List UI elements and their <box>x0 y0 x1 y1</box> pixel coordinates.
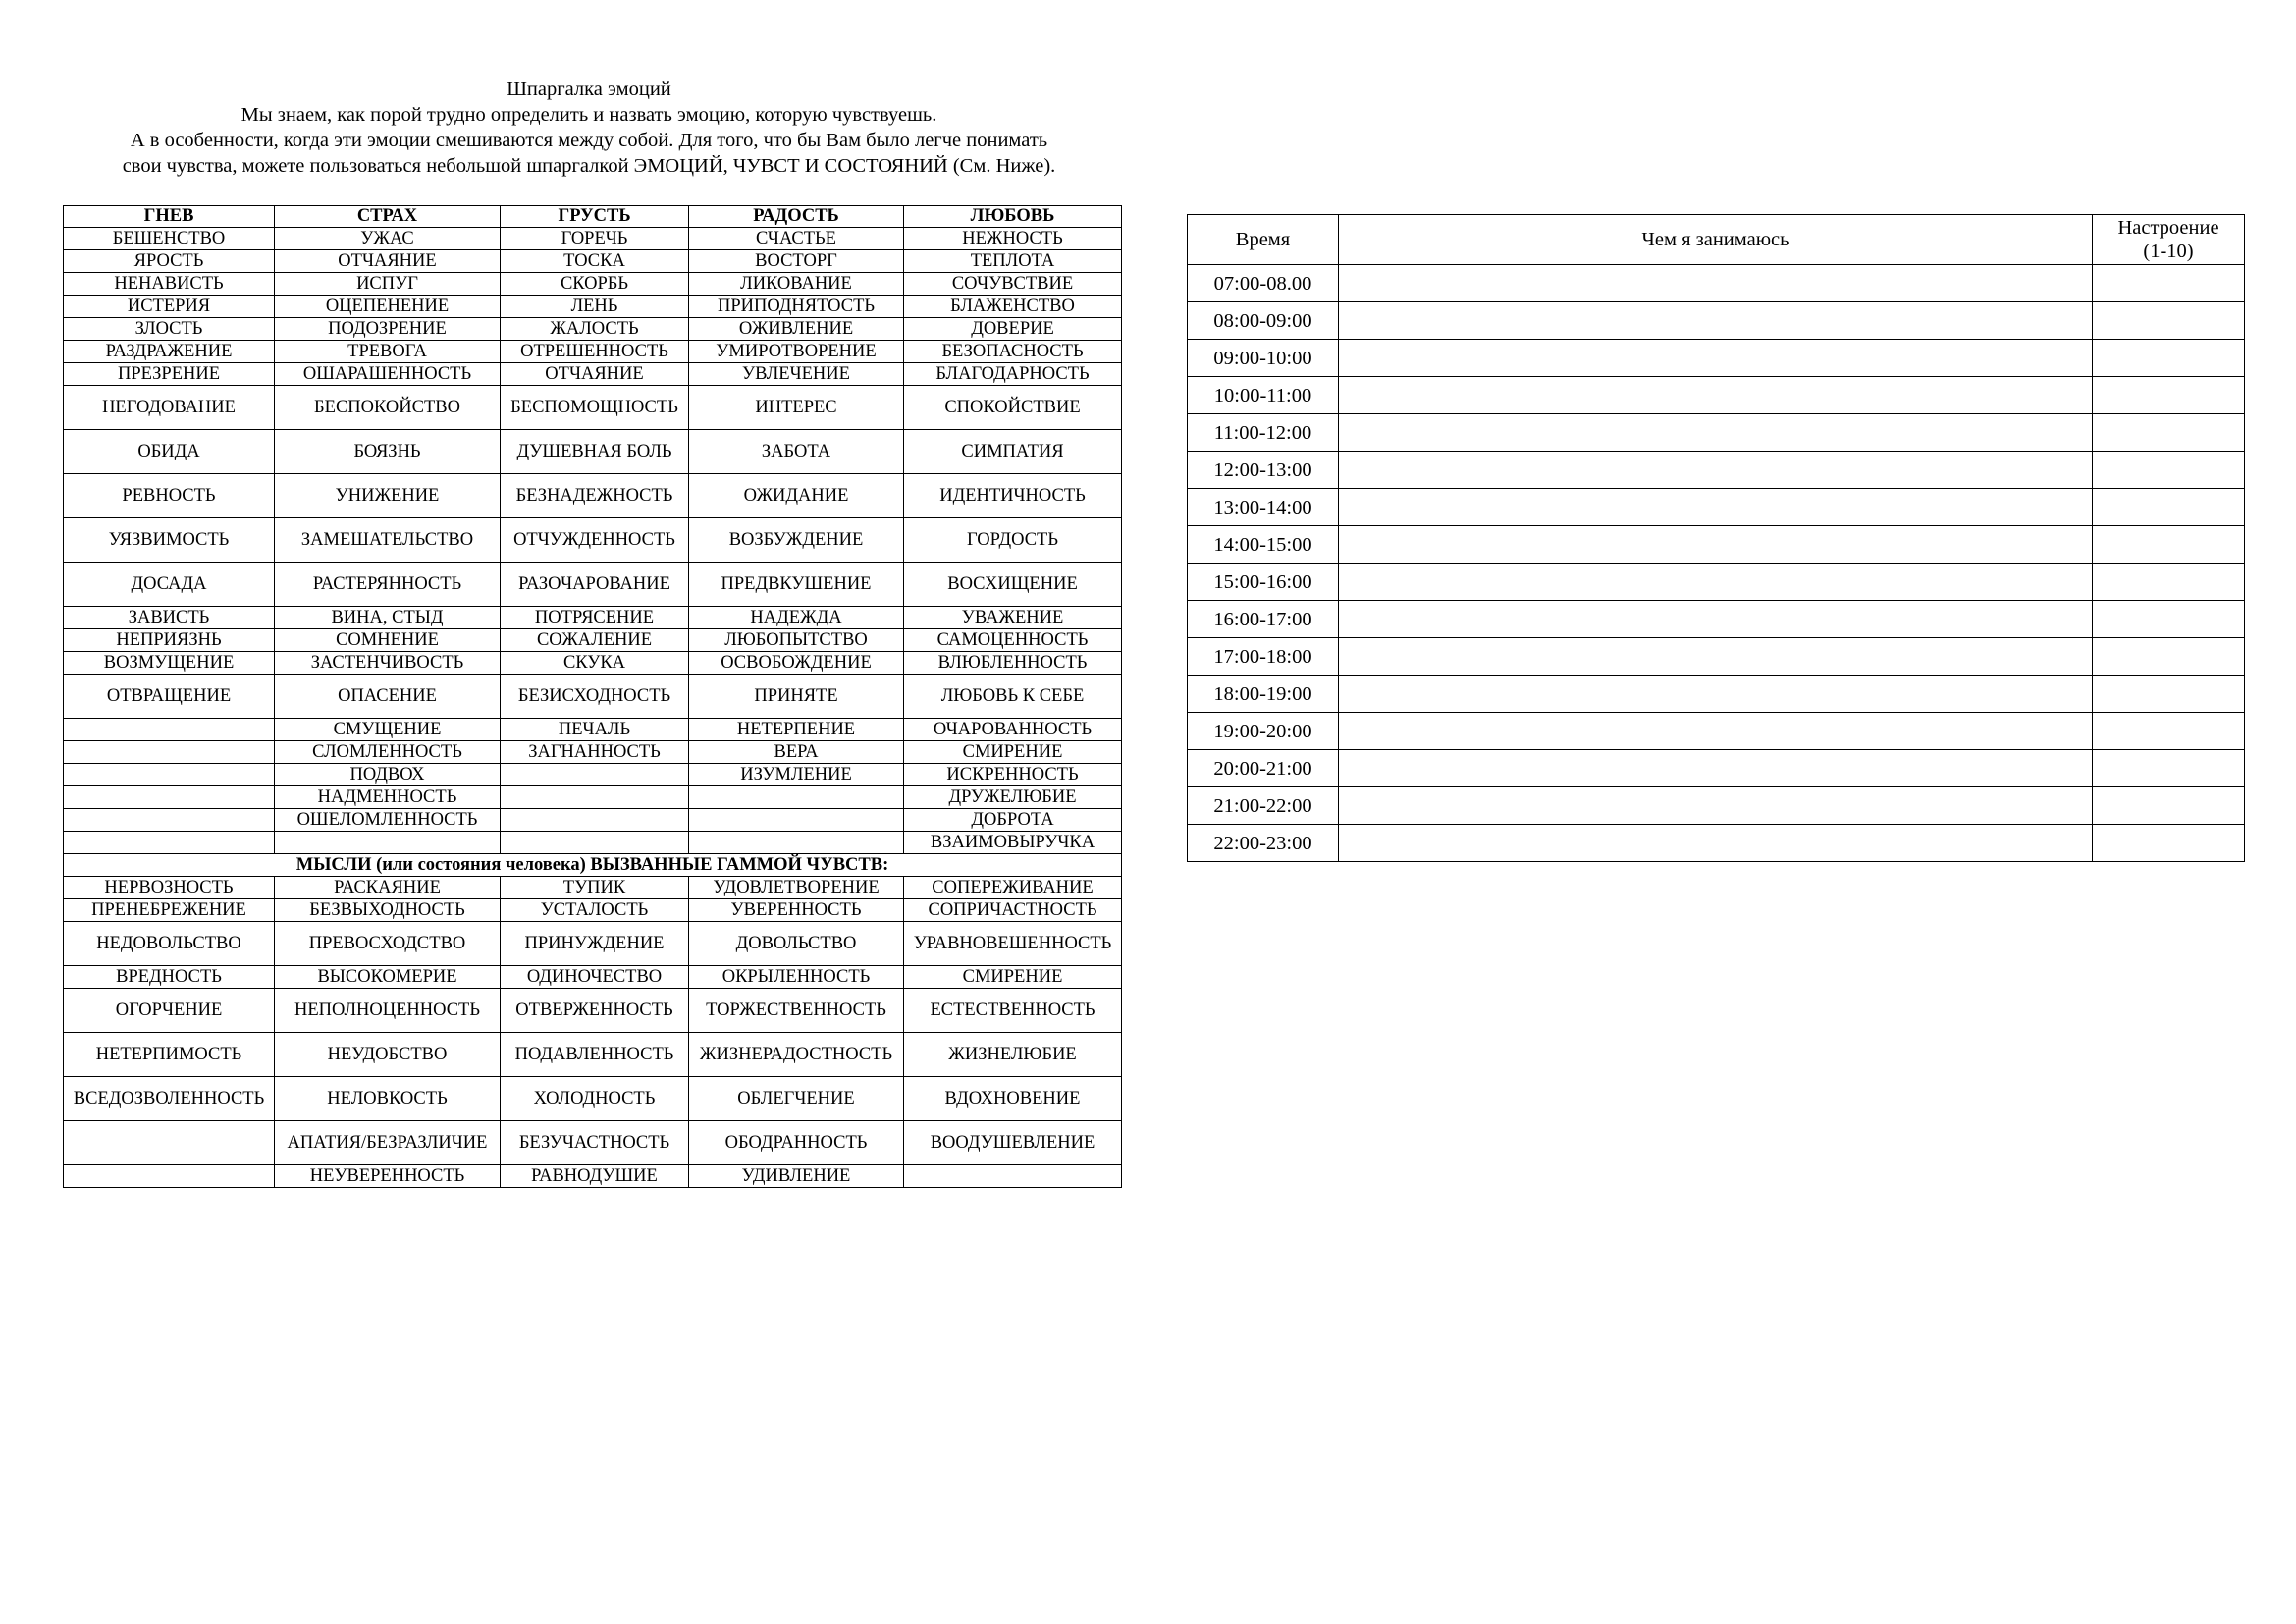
mood-cell[interactable] <box>2093 489 2245 526</box>
table-cell <box>64 719 275 741</box>
table-cell: РАЗДРАЖЕНИЕ <box>64 341 275 363</box>
planner-row <box>1188 340 2245 377</box>
table-cell: ДОВЕРИЕ <box>904 318 1122 341</box>
activity-cell[interactable] <box>1339 452 2093 489</box>
mood-cell[interactable] <box>2093 713 2245 750</box>
table-cell: ОТВЕРЖЕННОСТЬ <box>501 989 689 1033</box>
table-cell <box>501 764 689 786</box>
activity-cell[interactable] <box>1339 302 2093 340</box>
thought-row <box>64 1165 1122 1188</box>
mood-cell[interactable] <box>2093 638 2245 676</box>
table-cell <box>64 764 275 786</box>
table-cell: ПРИНУЖДЕНИЕ <box>501 922 689 966</box>
header-joy: РАДОСТЬ <box>689 206 904 228</box>
activity-cell[interactable] <box>1339 526 2093 564</box>
table-cell: УВАЖЕНИЕ <box>904 607 1122 629</box>
table-cell: НЕГОДОВАНИЕ <box>64 386 275 430</box>
time-slot: 21:00-22:00 <box>1188 787 1339 825</box>
thought-row <box>64 966 1122 989</box>
sheet-title: Шпаргалка эмоций <box>507 79 671 100</box>
table-cell: ОДИНОЧЕСТВО <box>501 966 689 989</box>
table-cell: ПОДОЗРЕНИЕ <box>275 318 501 341</box>
table-cell <box>904 1165 1122 1188</box>
table-cell: ВОСХИЩЕНИЕ <box>904 563 1122 607</box>
mood-cell[interactable] <box>2093 825 2245 862</box>
table-cell: ОШЕЛОМЛЕННОСТЬ <box>275 809 501 832</box>
emotion-row <box>64 764 1122 786</box>
table-cell: БЕСПОМОЩНОСТЬ <box>501 386 689 430</box>
table-cell: БЕЗУЧАСТНОСТЬ <box>501 1121 689 1165</box>
mood-cell[interactable] <box>2093 265 2245 302</box>
table-cell: НЕТЕРПЕНИЕ <box>689 719 904 741</box>
mood-cell[interactable] <box>2093 526 2245 564</box>
table-cell: УСТАЛОСТЬ <box>501 899 689 922</box>
table-cell: СПОКОЙСТВИЕ <box>904 386 1122 430</box>
table-cell <box>689 832 904 854</box>
activity-cell[interactable] <box>1339 340 2093 377</box>
thought-row <box>64 899 1122 922</box>
table-cell: РЕВНОСТЬ <box>64 474 275 518</box>
table-cell: ДОВОЛЬСТВО <box>689 922 904 966</box>
planner-row <box>1188 601 2245 638</box>
table-cell: ОТВРАЩЕНИЕ <box>64 675 275 719</box>
table-cell <box>64 809 275 832</box>
table-cell: УЯЗВИМОСТЬ <box>64 518 275 563</box>
emotion-row <box>64 228 1122 250</box>
table-cell: УВЛЕЧЕНИЕ <box>689 363 904 386</box>
table-cell: ВОСТОРГ <box>689 250 904 273</box>
header-mood-label: Настроение <box>2117 217 2219 239</box>
planner-row <box>1188 787 2245 825</box>
table-cell: ДОСАДА <box>64 563 275 607</box>
table-cell: ПОДВОХ <box>275 764 501 786</box>
table-cell: НЕЛОВКОСТЬ <box>275 1077 501 1121</box>
table-cell: ПРЕВОСХОДСТВО <box>275 922 501 966</box>
planner-row <box>1188 526 2245 564</box>
table-cell <box>64 1121 275 1165</box>
table-cell: ВОЗМУЩЕНИЕ <box>64 652 275 675</box>
activity-cell[interactable] <box>1339 601 2093 638</box>
planner-row <box>1188 750 2245 787</box>
table-cell: ЖИЗНЕРАДОСТНОСТЬ <box>689 1033 904 1077</box>
table-cell: ЛЮБОВЬ К СЕБЕ <box>904 675 1122 719</box>
table-cell: ОБЛЕГЧЕНИЕ <box>689 1077 904 1121</box>
activity-cell[interactable] <box>1339 414 2093 452</box>
table-cell: ЯРОСТЬ <box>64 250 275 273</box>
emotion-row <box>64 341 1122 363</box>
table-cell: ЗАСТЕНЧИВОСТЬ <box>275 652 501 675</box>
table-cell: ВЗАИМОВЫРУЧКА <box>904 832 1122 854</box>
table-cell: СМУЩЕНИЕ <box>275 719 501 741</box>
table-cell: БОЯЗНЬ <box>275 430 501 474</box>
table-cell: ТРЕВОГА <box>275 341 501 363</box>
time-slot: 13:00-14:00 <box>1188 489 1339 526</box>
emotion-row <box>64 474 1122 518</box>
emotion-row <box>64 675 1122 719</box>
table-cell: ИНТЕРЕС <box>689 386 904 430</box>
activity-cell[interactable] <box>1339 676 2093 713</box>
mood-cell[interactable] <box>2093 452 2245 489</box>
table-cell: СМИРЕНИЕ <box>904 966 1122 989</box>
table-cell <box>501 809 689 832</box>
table-cell <box>689 809 904 832</box>
planner-row <box>1188 564 2245 601</box>
time-slot: 09:00-10:00 <box>1188 340 1339 377</box>
table-cell: ОКРЫЛЕННОСТЬ <box>689 966 904 989</box>
table-cell: БЕШЕНСТВО <box>64 228 275 250</box>
header-love: ЛЮБОВЬ <box>904 206 1122 228</box>
activity-cell[interactable] <box>1339 713 2093 750</box>
table-cell: БЛАЖЕНСТВО <box>904 296 1122 318</box>
activity-cell[interactable] <box>1339 825 2093 862</box>
time-slot: 16:00-17:00 <box>1188 601 1339 638</box>
emotion-row <box>64 430 1122 474</box>
planner-row <box>1188 452 2245 489</box>
table-cell: ИСПУГ <box>275 273 501 296</box>
emotion-row <box>64 832 1122 854</box>
activity-cell[interactable] <box>1339 787 2093 825</box>
table-cell: ИСТЕРИЯ <box>64 296 275 318</box>
table-cell: ПРИНЯТЕ <box>689 675 904 719</box>
table-cell: СОЧУВСТВИЕ <box>904 273 1122 296</box>
table-cell: РАСТЕРЯННОСТЬ <box>275 563 501 607</box>
table-cell: БЕЗОПАСНОСТЬ <box>904 341 1122 363</box>
emotion-row <box>64 652 1122 675</box>
table-cell: ДРУЖЕЛЮБИЕ <box>904 786 1122 809</box>
table-cell: ВООДУШЕВЛЕНИЕ <box>904 1121 1122 1165</box>
table-cell: НЕЖНОСТЬ <box>904 228 1122 250</box>
table-cell: ОТЧУЖДЕННОСТЬ <box>501 518 689 563</box>
table-cell: РАСКАЯНИЕ <box>275 877 501 899</box>
header-anger: ГНЕВ <box>64 206 275 228</box>
header-mood <box>2093 215 2245 265</box>
thought-row <box>64 1077 1122 1121</box>
table-cell: НЕПОЛНОЦЕННОСТЬ <box>275 989 501 1033</box>
table-cell: БЕЗНАДЕЖНОСТЬ <box>501 474 689 518</box>
planner-row <box>1188 713 2245 750</box>
activity-cell[interactable] <box>1339 489 2093 526</box>
time-slot: 18:00-19:00 <box>1188 676 1339 713</box>
table-cell: ВЕРА <box>689 741 904 764</box>
activity-cell[interactable] <box>1339 750 2093 787</box>
table-cell: ОГОРЧЕНИЕ <box>64 989 275 1033</box>
table-cell: ВСЕДОЗВОЛЕННОСТЬ <box>64 1077 275 1121</box>
table-cell: ПРЕНЕБРЕЖЕНИЕ <box>64 899 275 922</box>
mood-cell[interactable] <box>2093 676 2245 713</box>
table-cell: НЕТЕРПИМОСТЬ <box>64 1033 275 1077</box>
table-cell: ГОРЕЧЬ <box>501 228 689 250</box>
table-cell: ОПАСЕНИЕ <box>275 675 501 719</box>
table-cell: ОБОДРАННОСТЬ <box>689 1121 904 1165</box>
header-mood-scale: (1-10) <box>2143 241 2194 262</box>
table-cell: ЗАБОТА <box>689 430 904 474</box>
table-cell: ОЖИВЛЕНИЕ <box>689 318 904 341</box>
planner-row <box>1188 676 2245 713</box>
table-cell: СМИРЕНИЕ <box>904 741 1122 764</box>
time-slot: 07:00-08.00 <box>1188 265 1339 302</box>
time-slot: 12:00-13:00 <box>1188 452 1339 489</box>
thought-row <box>64 877 1122 899</box>
table-cell: СОПРИЧАСТНОСТЬ <box>904 899 1122 922</box>
section-title-row <box>64 854 1122 877</box>
table-cell: ОТЧАЯНИЕ <box>275 250 501 273</box>
table-cell: БЕЗВЫХОДНОСТЬ <box>275 899 501 922</box>
activity-cell[interactable] <box>1339 377 2093 414</box>
table-cell: РАЗОЧАРОВАНИЕ <box>501 563 689 607</box>
time-slot: 22:00-23:00 <box>1188 825 1339 862</box>
emotion-row <box>64 719 1122 741</box>
activity-cell[interactable] <box>1339 564 2093 601</box>
emotion-row <box>64 518 1122 563</box>
planner-row <box>1188 489 2245 526</box>
emotion-row <box>64 607 1122 629</box>
table-cell: ЗАГНАННОСТЬ <box>501 741 689 764</box>
time-slot: 17:00-18:00 <box>1188 638 1339 676</box>
table-cell: УВЕРЕННОСТЬ <box>689 899 904 922</box>
table-cell: ТОРЖЕСТВЕННОСТЬ <box>689 989 904 1033</box>
table-cell: СЛОМЛЕННОСТЬ <box>275 741 501 764</box>
emotions-table <box>63 205 1122 1188</box>
table-cell: БЕЗИСХОДНОСТЬ <box>501 675 689 719</box>
table-cell: ОЖИДАНИЕ <box>689 474 904 518</box>
table-cell <box>275 832 501 854</box>
thought-row <box>64 1033 1122 1077</box>
emotion-row <box>64 363 1122 386</box>
table-cell <box>64 741 275 764</box>
table-cell <box>64 786 275 809</box>
table-cell: НЕРВОЗНОСТЬ <box>64 877 275 899</box>
planner-row <box>1188 377 2245 414</box>
mood-cell[interactable] <box>2093 340 2245 377</box>
table-cell: ОЧАРОВАННОСТЬ <box>904 719 1122 741</box>
table-cell: АПАТИЯ/БЕЗРАЗЛИЧИЕ <box>275 1121 501 1165</box>
table-cell <box>501 786 689 809</box>
table-cell: ЗАВИСТЬ <box>64 607 275 629</box>
table-cell: БЕСПОКОЙСТВО <box>275 386 501 430</box>
table-cell: НЕДОВОЛЬСТВО <box>64 922 275 966</box>
header-activity: Чем я занимаюсь <box>1339 215 2093 265</box>
table-cell: ДОБРОТА <box>904 809 1122 832</box>
table-cell: СКОРБЬ <box>501 273 689 296</box>
emotion-row <box>64 296 1122 318</box>
table-cell: СОЖАЛЕНИЕ <box>501 629 689 652</box>
table-cell <box>501 832 689 854</box>
table-cell: НЕПРИЯЗНЬ <box>64 629 275 652</box>
planner-row <box>1188 825 2245 862</box>
thought-row <box>64 922 1122 966</box>
table-cell <box>64 1165 275 1188</box>
table-cell: УДОВЛЕТВОРЕНИЕ <box>689 877 904 899</box>
mood-cell[interactable] <box>2093 750 2245 787</box>
time-slot: 19:00-20:00 <box>1188 713 1339 750</box>
table-cell: УМИРОТВОРЕНИЕ <box>689 341 904 363</box>
header-time: Время <box>1188 215 1339 265</box>
table-cell: РАВНОДУШИЕ <box>501 1165 689 1188</box>
table-cell: ВЛЮБЛЕННОСТЬ <box>904 652 1122 675</box>
emotion-row <box>64 273 1122 296</box>
table-cell: УНИЖЕНИЕ <box>275 474 501 518</box>
table-cell: ЗАМЕШАТЕЛЬСТВО <box>275 518 501 563</box>
emotion-row <box>64 809 1122 832</box>
table-cell: НАДМЕННОСТЬ <box>275 786 501 809</box>
planner-row <box>1188 265 2245 302</box>
time-slot: 10:00-11:00 <box>1188 377 1339 414</box>
table-cell: НЕУДОБСТВО <box>275 1033 501 1077</box>
header-fear: СТРАХ <box>275 206 501 228</box>
table-cell: ОСВОБОЖДЕНИЕ <box>689 652 904 675</box>
table-cell: НЕУВЕРЕННОСТЬ <box>275 1165 501 1188</box>
intro-line-3: свои чувства, можете пользоваться небольшой шпаргалкой ЭМОЦИЙ, ЧУВСТ И СОСТОЯНИЙ (См. Ниже). <box>122 155 1056 177</box>
table-cell: УЖАС <box>275 228 501 250</box>
table-cell: УРАВНОВЕШЕННОСТЬ <box>904 922 1122 966</box>
emotion-row <box>64 741 1122 764</box>
table-cell: САМОЦЕННОСТЬ <box>904 629 1122 652</box>
table-cell: ВДОХНОВЕНИЕ <box>904 1077 1122 1121</box>
table-cell: ОЦЕПЕНЕНИЕ <box>275 296 501 318</box>
section-title: МЫСЛИ (или состояния человека) ВЫЗВАННЫЕ ГАММОЙ ЧУВСТВ: <box>64 854 1122 877</box>
table-cell: ВОЗБУЖДЕНИЕ <box>689 518 904 563</box>
table-cell: ЕСТЕСТВЕННОСТЬ <box>904 989 1122 1033</box>
mood-cell[interactable] <box>2093 787 2245 825</box>
mood-cell[interactable] <box>2093 601 2245 638</box>
time-slot: 20:00-21:00 <box>1188 750 1339 787</box>
table-cell: СОМНЕНИЕ <box>275 629 501 652</box>
thought-row <box>64 1121 1122 1165</box>
table-cell: ОБИДА <box>64 430 275 474</box>
time-slot: 08:00-09:00 <box>1188 302 1339 340</box>
table-cell: ГОРДОСТЬ <box>904 518 1122 563</box>
mood-planner-table <box>1187 214 2245 862</box>
table-cell: ЛИКОВАНИЕ <box>689 273 904 296</box>
table-cell: ПРЕДВКУШЕНИЕ <box>689 563 904 607</box>
table-cell: ТУПИК <box>501 877 689 899</box>
table-cell: ОТЧАЯНИЕ <box>501 363 689 386</box>
table-cell: НЕНАВИСТЬ <box>64 273 275 296</box>
emotions-header-row <box>64 206 1122 228</box>
mood-cell[interactable] <box>2093 377 2245 414</box>
table-cell: ТОСКА <box>501 250 689 273</box>
table-cell: СОПЕРЕЖИВАНИЕ <box>904 877 1122 899</box>
activity-cell[interactable] <box>1339 265 2093 302</box>
table-cell: ВРЕДНОСТЬ <box>64 966 275 989</box>
table-cell: ТЕПЛОТА <box>904 250 1122 273</box>
table-cell: ЗЛОСТЬ <box>64 318 275 341</box>
table-cell: ДУШЕВНАЯ БОЛЬ <box>501 430 689 474</box>
planner-row <box>1188 414 2245 452</box>
intro-line-1: Мы знаем, как порой трудно определить и назвать эмоцию, которую чувствуешь. <box>240 104 937 126</box>
table-cell: УДИВЛЕНИЕ <box>689 1165 904 1188</box>
table-cell: ЛЕНЬ <box>501 296 689 318</box>
table-cell: ВИНА, СТЫД <box>275 607 501 629</box>
table-cell: ПРЕЗРЕНИЕ <box>64 363 275 386</box>
table-cell: ПРИПОДНЯТОСТЬ <box>689 296 904 318</box>
intro-text <box>59 77 1119 179</box>
header-sadness: ГРУСТЬ <box>501 206 689 228</box>
table-cell: ЖИЗНЕЛЮБИЕ <box>904 1033 1122 1077</box>
table-cell: СКУКА <box>501 652 689 675</box>
table-cell: ИСКРЕННОСТЬ <box>904 764 1122 786</box>
table-cell: СЧАСТЬЕ <box>689 228 904 250</box>
emotion-row <box>64 629 1122 652</box>
table-cell: ХОЛОДНОСТЬ <box>501 1077 689 1121</box>
table-cell: ОШАРАШЕННОСТЬ <box>275 363 501 386</box>
table-cell: СИМПАТИЯ <box>904 430 1122 474</box>
table-cell: ВЫСОКОМЕРИЕ <box>275 966 501 989</box>
table-cell <box>64 832 275 854</box>
emotion-row <box>64 386 1122 430</box>
emotion-row <box>64 563 1122 607</box>
table-cell: НАДЕЖДА <box>689 607 904 629</box>
time-slot: 15:00-16:00 <box>1188 564 1339 601</box>
table-cell: БЛАГОДАРНОСТЬ <box>904 363 1122 386</box>
mood-cell[interactable] <box>2093 414 2245 452</box>
planner-header-row <box>1188 215 2245 265</box>
table-cell: ЛЮБОПЫТСТВО <box>689 629 904 652</box>
table-cell: ПЕЧАЛЬ <box>501 719 689 741</box>
emotion-row <box>64 786 1122 809</box>
intro-line-2: А в особенности, когда эти эмоции смешиваются между собой. Для того, что бы Вам было легче понимать <box>130 130 1048 151</box>
time-slot: 14:00-15:00 <box>1188 526 1339 564</box>
time-slot: 11:00-12:00 <box>1188 414 1339 452</box>
planner-row <box>1188 302 2245 340</box>
thought-row <box>64 989 1122 1033</box>
table-cell: ПОТРЯСЕНИЕ <box>501 607 689 629</box>
emotion-row <box>64 318 1122 341</box>
table-cell: ЖАЛОСТЬ <box>501 318 689 341</box>
emotion-row <box>64 250 1122 273</box>
planner-row <box>1188 638 2245 676</box>
table-cell <box>689 786 904 809</box>
mood-cell[interactable] <box>2093 302 2245 340</box>
activity-cell[interactable] <box>1339 638 2093 676</box>
table-cell: ОТРЕШЕННОСТЬ <box>501 341 689 363</box>
table-cell: ИЗУМЛЕНИЕ <box>689 764 904 786</box>
mood-cell[interactable] <box>2093 564 2245 601</box>
table-cell: ИДЕНТИЧНОСТЬ <box>904 474 1122 518</box>
table-cell: ПОДАВЛЕННОСТЬ <box>501 1033 689 1077</box>
